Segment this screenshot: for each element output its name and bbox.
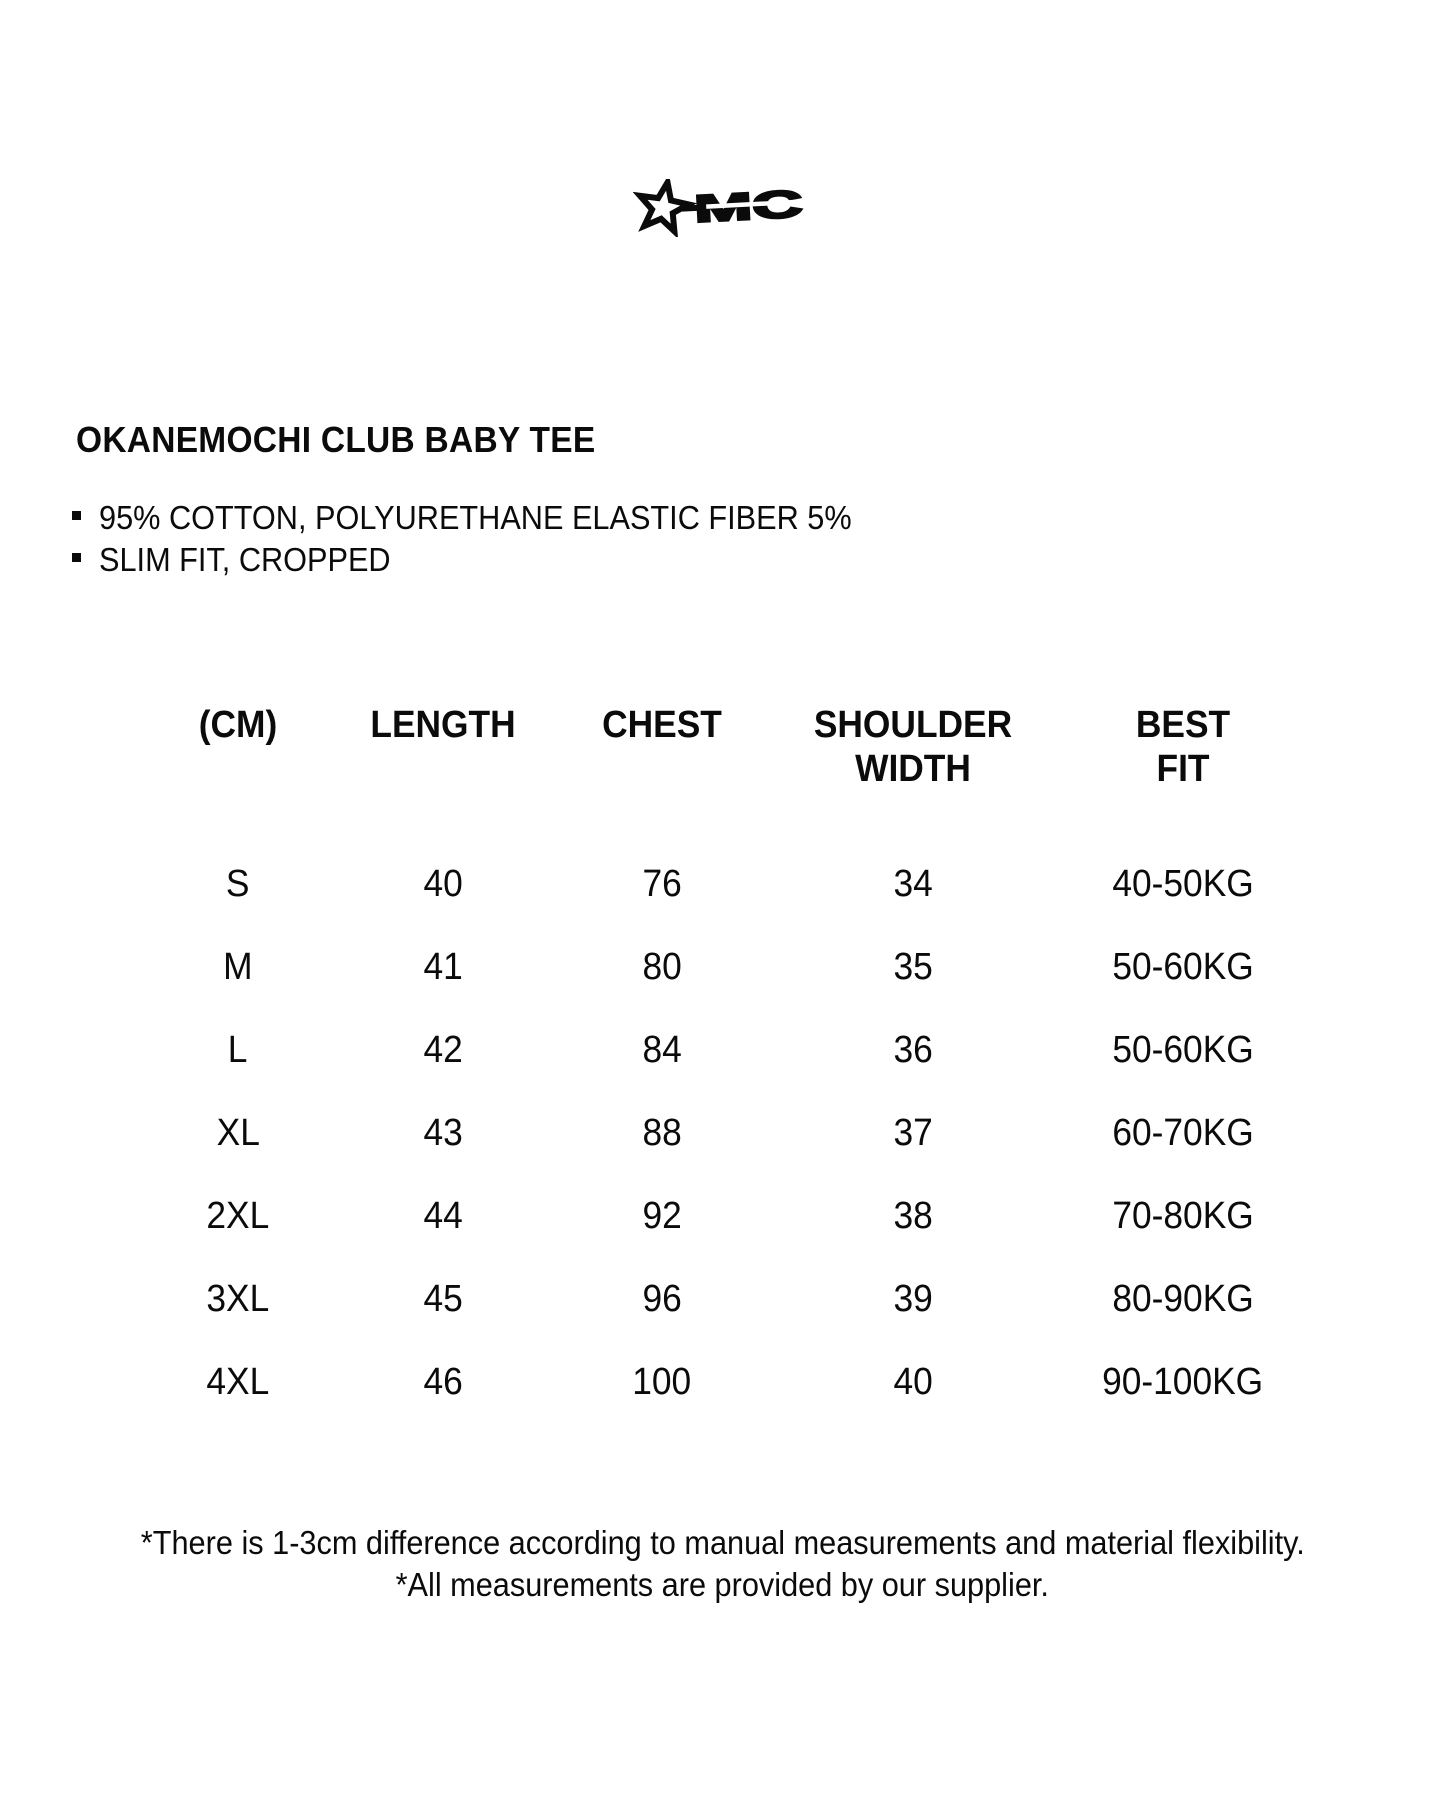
detail-item-fabric	[72, 497, 908, 539]
chest-cell: 92	[642, 1195, 682, 1237]
header-cell-cm	[132, 703, 344, 791]
table-row-xl	[132, 1092, 1322, 1175]
table-row-4xl	[132, 1341, 1322, 1424]
best-fit-cell: 50-60KG	[1112, 946, 1254, 988]
chest-cell: 96	[642, 1278, 682, 1320]
size-cell: 4XL	[206, 1361, 270, 1403]
length-cell: 46	[423, 1361, 463, 1403]
detail-text: SLIM FIT, CROPPED	[99, 541, 391, 578]
size-cell: L	[228, 1029, 248, 1071]
footnotes	[0, 1522, 1445, 1606]
chest-cell: 80	[642, 946, 682, 988]
product-title-text: OKANEMOCHI CLUB BABY TEE	[76, 419, 596, 460]
length-cell: 40	[423, 863, 463, 905]
shoulder-width-cell: 36	[893, 1029, 933, 1071]
size-cell: 2XL	[206, 1195, 270, 1237]
table-row-l	[132, 1009, 1322, 1092]
size-chart-table	[132, 703, 1322, 1424]
star-mc-logo-icon	[633, 179, 813, 237]
size-cell: 3XL	[206, 1278, 270, 1320]
length-cell: 41	[423, 946, 463, 988]
table-row-3xl	[132, 1258, 1322, 1341]
header-line: SHOULDER	[813, 704, 1013, 746]
size-chart-header-row	[132, 703, 1322, 791]
best-fit-cell: 80-90KG	[1112, 1278, 1254, 1320]
length-cell: 42	[423, 1029, 463, 1071]
header-cell-shoulder-width	[782, 703, 1044, 791]
product-details-list	[72, 497, 908, 581]
length-cell: 44	[423, 1195, 463, 1237]
length-cell: 43	[423, 1112, 463, 1154]
chest-cell: 76	[642, 863, 682, 905]
size-cell: S	[226, 863, 250, 905]
footnote-supplier-note: *All measurements are provided by our supplier.	[395, 1566, 1050, 1603]
chest-cell: 100	[632, 1361, 692, 1403]
header-cell-best-fit	[1044, 703, 1322, 791]
chest-cell: 88	[642, 1112, 682, 1154]
shoulder-width-cell: 38	[893, 1195, 933, 1237]
table-row-m	[132, 926, 1322, 1009]
shoulder-width-cell: 39	[893, 1278, 933, 1320]
size-cell: XL	[216, 1112, 260, 1154]
best-fit-cell: 50-60KG	[1112, 1029, 1254, 1071]
header-line: WIDTH	[855, 748, 971, 790]
length-cell: 45	[423, 1278, 463, 1320]
size-cell: M	[223, 946, 253, 988]
header-line: (CM)	[198, 704, 278, 746]
bullet-icon	[72, 511, 81, 520]
logo-text: MC	[693, 185, 755, 231]
best-fit-cell: 60-70KG	[1112, 1112, 1254, 1154]
best-fit-cell: 70-80KG	[1112, 1195, 1254, 1237]
bullet-icon	[72, 553, 81, 562]
shoulder-width-cell: 37	[893, 1112, 933, 1154]
header-line: BEST	[1135, 704, 1231, 746]
shoulder-width-cell: 40	[893, 1361, 933, 1403]
shoulder-width-cell: 35	[893, 946, 933, 988]
header-line: LENGTH	[370, 704, 516, 746]
best-fit-cell: 40-50KG	[1112, 863, 1254, 905]
best-fit-cell: 90-100KG	[1102, 1361, 1264, 1403]
detail-text: 95% COTTON, POLYURETHANE ELASTIC FIBER 5%	[99, 499, 852, 536]
header-cell-length	[344, 703, 542, 791]
detail-item-fit	[72, 539, 908, 581]
table-row-s	[132, 843, 1322, 926]
table-row-2xl	[132, 1175, 1322, 1258]
header-cell-chest	[542, 703, 782, 791]
header-line: CHEST	[602, 704, 722, 746]
product-title	[76, 418, 635, 462]
footnote-measurement-disclaimer: *There is 1-3cm difference according to manual measurements and material flexibility.	[140, 1524, 1305, 1561]
header-line: FIT	[1156, 748, 1210, 790]
shoulder-width-cell: 34	[893, 863, 933, 905]
chest-cell: 84	[642, 1029, 682, 1071]
size-chart-body	[132, 843, 1322, 1424]
brand-logo	[633, 179, 813, 237]
